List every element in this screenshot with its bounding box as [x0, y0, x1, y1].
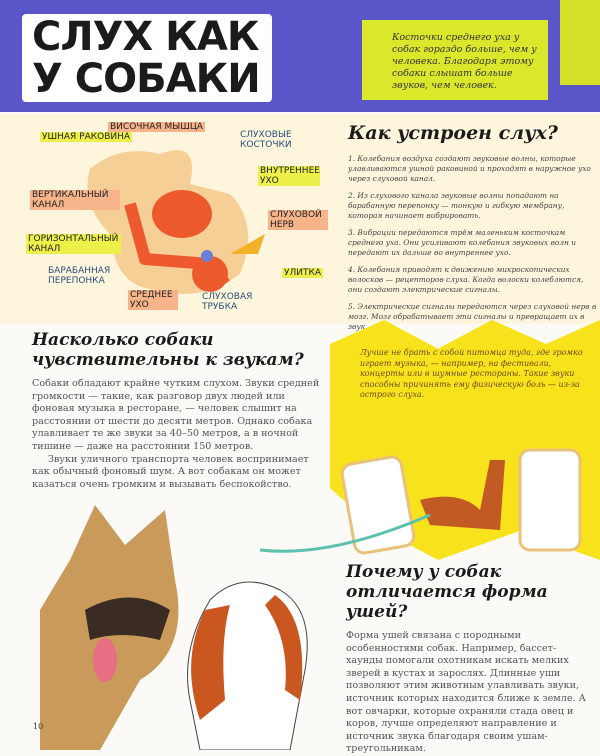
- poster-frame-right: [520, 450, 580, 550]
- fact-box: Косточки среднего уха у собак гораздо больше, чем у человека. Благодаря этому собаки слышат больше звуков, чем человек.: [362, 20, 548, 100]
- how-hearing-works: [348, 122, 598, 339]
- dogs-illustration: [40, 500, 340, 750]
- page-tab: [560, 0, 600, 85]
- step-item: 2. Из слухового канала звуковые волны попадают на барабанную перепонку — тонкую и гибкую мембрану, которая начинает вибрировать.: [348, 191, 565, 220]
- step-item: 4. Колебания приводят к движению микроскопических волосков — рецепторов слуха. Когда волоски колеблются, они создают электрические сигналы.: [348, 265, 584, 294]
- tip-note: Лучше не брать с собой питомца туда, где громко играет музыка, — например, на фестивали, концерты или в шумные рестораны. Такие звуки способны причинять ему физическую боль — из-за острого слуха.: [360, 348, 583, 400]
- label-inner-ear: ВНУТРЕННЕЕ УХО: [260, 166, 320, 186]
- step-item: 1. Колебания воздуха создают звуковые волны, которые улавливаются ушной раковиной и проходят в наружное ухо через слуховой канал.: [348, 154, 591, 183]
- dachshund-body: [420, 460, 505, 530]
- paragraph: Звуки уличного транспорта человек воспринимает как обычный фоновый шум. А вот собакам он может казаться очень громким и вызывать беспокойство.: [32, 453, 309, 490]
- page-title: СЛУХ КАК У СОБАКИ: [22, 14, 272, 102]
- label-cochlea: УЛИТКА: [284, 268, 322, 278]
- label-horizontal-canal: ГОРИЗОНТАЛЬНЫЙ КАНАЛ: [26, 234, 121, 254]
- page-number: 10: [33, 722, 44, 731]
- poster-frame-left: [341, 455, 416, 554]
- label-ossicles: СЛУХОВЫЕ КОСТОЧКИ: [240, 130, 292, 150]
- paragraph: Форма ушей связана с породными особенностями собак. Например, бассет-хаунды помогали охотникам искать мелких зверей в кустах и зарослях. Длинные уши позволяют этим животным улавливать звуки, источник которых находится ближе к земле. А вот овчарки, которые охраняли стада овец и коров, лучше определяют направление и источник звука благодаря своим ушам-треугольникам.: [346, 630, 586, 755]
- label-eustachian-tube: СЛУХОВАЯ ТРУБКА: [202, 292, 253, 312]
- label-vertical-canal: ВЕРТИКАЛЬНЫЙ КАНАЛ: [30, 190, 120, 210]
- section-heading: Насколько собаки чувствительны к звукам?: [32, 330, 304, 370]
- label-eardrum: БАРАБАННАЯ ПЕРЕПОНКА: [48, 266, 111, 286]
- section-heading: Почему у собак отличается форма ушей?: [346, 562, 548, 622]
- label-temporal-muscle: ВИСОЧНАЯ МЫШЦА: [110, 122, 203, 132]
- label-middle-ear: СРЕДНЕЕ УХО: [128, 290, 178, 310]
- ear-shape-section: [346, 562, 591, 756]
- label-auditory-nerve: СЛУХОВОЙ НЕРВ: [268, 210, 328, 230]
- step-item: 3. Вибрации передаются трём маленьким косточкам среднего уха. Они усиливают колебания звуковых волн и передают их дальше во внутреннее ухо.: [348, 228, 577, 257]
- paragraph: Собаки обладают крайне чутким слухом. Звуки средней громкости — такие, как разговор двух людей или фоновая музыка в ресторане, — человек слышит на расстоянии от шести до десяти метров. Однако собака улавливает те же звуки за 40–50 метров, а в ночной тишине — даже на расстоянии 150 метров.: [32, 378, 320, 452]
- section-heading: Как устроен слух?: [348, 122, 558, 144]
- label-pinna: УШНАЯ РАКОВИНА: [42, 132, 131, 142]
- step-item: 5. Электрические сигналы передаются через слуховой нерв в мозг. Мозг обрабатывает эти сигналы и превращает их в звук.: [348, 302, 597, 331]
